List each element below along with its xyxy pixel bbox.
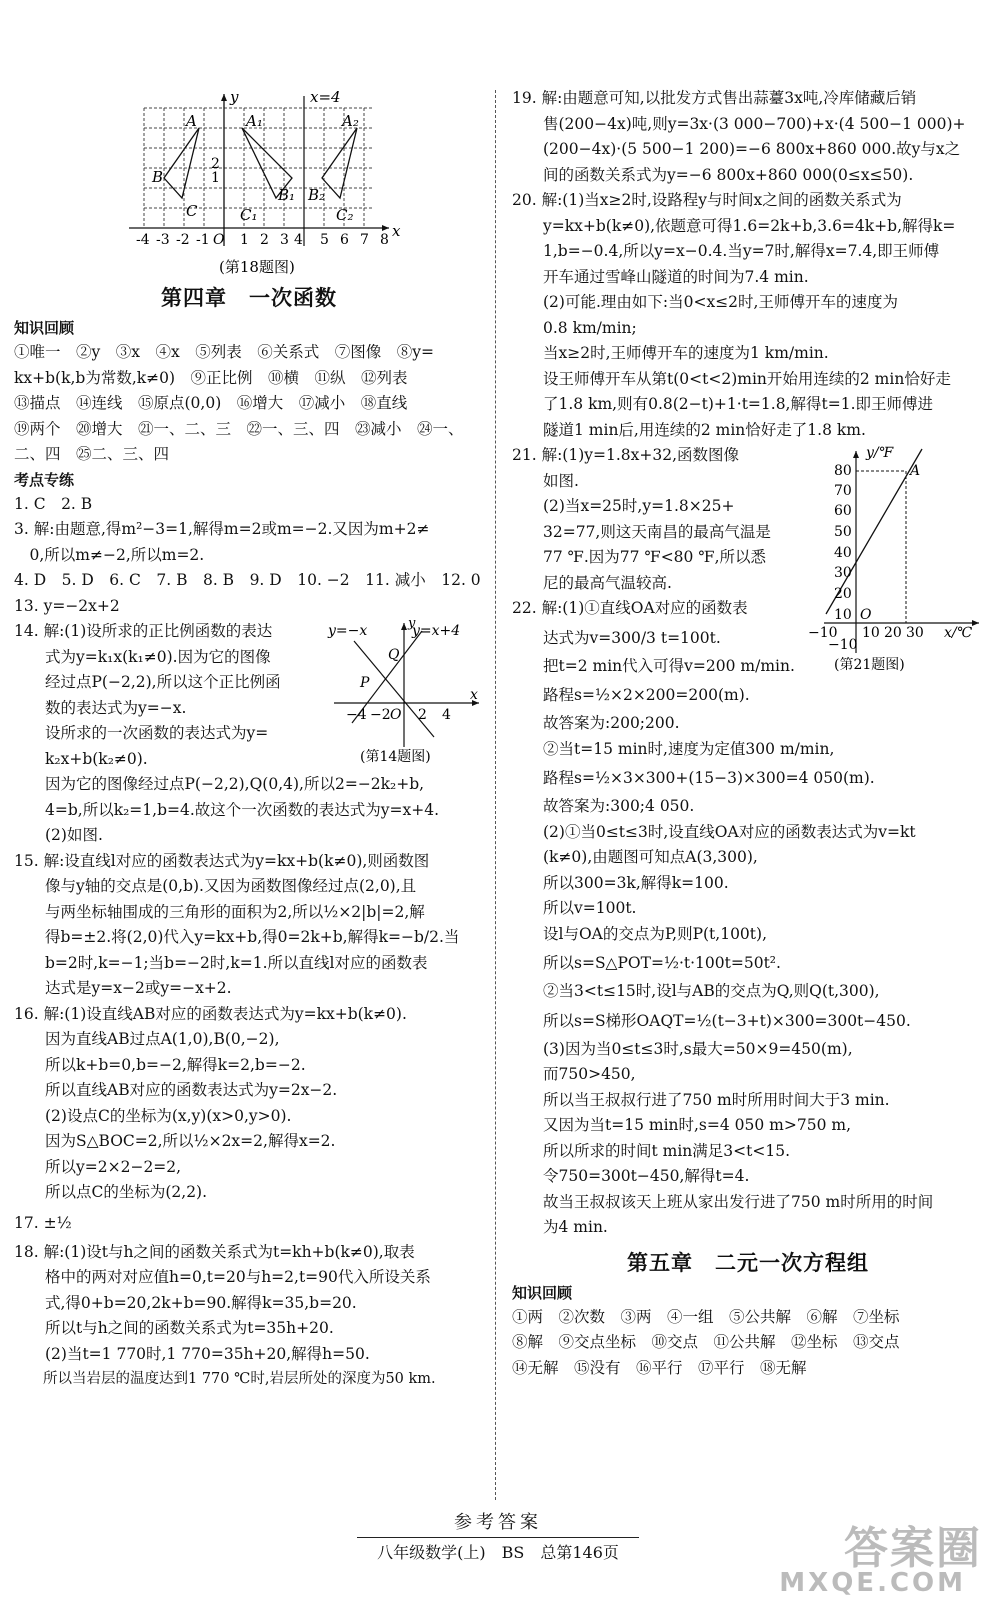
fig21-caption: (第21题图) (834, 657, 905, 673)
q22-line: 又因为当t=15 min时,s=4 050 m>750 m, (512, 1116, 851, 1134)
review-line: ①唯一 ②y ③x ④x ⑤列表 ⑥关系式 ⑦图像 ⑧y= (14, 343, 434, 361)
q22-line: 故答案为:200;200. (512, 714, 680, 732)
fig14-tick: 2 (418, 707, 427, 723)
fig18-C: C (186, 202, 198, 220)
section-practice: 考点专练 (14, 470, 75, 489)
fig18-xticks (136, 232, 389, 248)
fig14-tick: −2 (370, 707, 391, 723)
fig14-tick: 4 (442, 707, 451, 723)
review-line: kx+b(k,b为常数,k≠0) ⑨正比例 ⑩横 ⑪纵 ⑫列表 (14, 368, 408, 387)
q22-line: 22. 解:(1)①直线OA对应的函数表 (512, 599, 748, 617)
fig14-y-label: y (408, 619, 416, 631)
review-line: ⑲两个 ⑳增大 ㉑一、二、三 ㉒一、三、四 ㉓减小 ㉔一、 (14, 419, 464, 438)
q20-line: (2)可能.理由如下:当0<x≤2时,王师傅开车的速度为 (512, 293, 898, 311)
q14-line: 数的表达式为y=−x. (14, 698, 187, 717)
q20-line: 当x≥2时,王师傅开车的速度为1 km/min. (512, 344, 829, 362)
q19-line: (200−4x)·(5 500−1 200)=−6 800x+860 000.故y与x之 (512, 140, 961, 158)
q16-line: 因为S△BOC=2,所以½×2x=2,解得x=2. (14, 1132, 336, 1150)
fig21-ytick: 50 (834, 524, 852, 540)
q15-line: 15. 解:设直线l对应的函数表达式为y=kx+b(k≠0),则函数图 (14, 851, 430, 870)
answer-line: 3. 解:由题意,得m²−3=1,解得m=2或m=−2.又因为m+2≠ (14, 520, 430, 538)
fig18-xtick: 1 (240, 232, 249, 248)
fig18-C1: C₁ (240, 206, 258, 224)
q16-line: 所以点C的坐标为(2,2). (14, 1183, 208, 1201)
watermark-logo: 答案圈 (844, 1523, 982, 1574)
q22-line: (k≠0),由题图可知点A(3,300), (512, 848, 758, 866)
fig18-origin: O (213, 232, 225, 248)
fig14-tick: −4 (346, 707, 367, 723)
fig18-ytick-1: 1 (211, 170, 220, 186)
figure-18-graph (14, 86, 484, 278)
fig21-A: A (910, 463, 921, 479)
q15-line: 与两坐标轴围成的三角形的面积为2,所以½×2|b|=2,解 (14, 902, 425, 921)
q14-line: k₂x+b(k₂≠0). (14, 749, 148, 768)
footer-title: 参考答案 (454, 1512, 542, 1533)
watermark-url: MXQE.COM (779, 1568, 966, 1598)
review-line: 二、四 ㉕二、三、四 (14, 445, 170, 463)
q20-line: 了1.8 km,则有0.8(2−t)+1·t=1.8,解得t=1.即王师傅进 (512, 395, 933, 413)
column-divider (495, 90, 496, 1500)
q22-line: 所以v=100t. (512, 899, 637, 917)
q20-line: 0.8 km/min; (512, 318, 637, 337)
q21-line: 尼的最高气温较高. (512, 573, 672, 592)
q22-line: ②当3<t≤15时,设l与AB的交点为Q,则Q(t,300), (512, 982, 880, 1000)
q20-line: 1,b=−0.4,所以y=x−0.4.当y=7时,解得x=7.4,即王师傅 (512, 242, 940, 260)
q21-line: 21. 解:(1)y=1.8x+32,函数图像 (512, 446, 740, 464)
answer-line: 13. y=−2x+2 (14, 596, 120, 615)
fig21-ytick: 60 (834, 503, 852, 519)
q14-line: 设所求的一次函数的表达式为y= (14, 724, 269, 742)
q22-line: 所以s=S△POT=½·t·100t=50t². (512, 954, 781, 972)
q19-line: 售(200−4x)吨,则y=3x·(3 000−700)+x·(4 500−1 000)+ (512, 114, 966, 133)
q14-line: 14. 解:(1)设所求的正比例函数的表达 (14, 622, 273, 640)
q16-line: 所以k+b=0,b=−2,解得k=2,b=−2. (14, 1055, 306, 1074)
fig21-ytick: 40 (834, 545, 852, 561)
q14-line: (2)如图. (14, 826, 103, 844)
q19-line: 19. 解:由题意可知,以批发方式售出蒜薹3x吨,冷库储藏后销 (512, 89, 917, 107)
q20-line: 隧道1 min后,用连续的2 min恰好走了1.8 km. (512, 420, 866, 439)
q22-line: 所以300=3k,解得k=100. (512, 873, 729, 892)
fig18-B2: B₂ (308, 186, 326, 204)
q22-line: 所以所求的时间t min满足3<t<15. (512, 1141, 791, 1160)
q20-line: y=kx+b(k≠0),依题意可得1.6=2k+b,3.6=4k+b,解得k= (512, 216, 956, 235)
fig14-tick: O (390, 707, 402, 723)
fig14-Q: Q (388, 647, 400, 663)
q22-line: 路程s=½×2×200=200(m). (512, 686, 750, 704)
figure-21 (804, 443, 984, 703)
q21-line: 32=77,则这天南昌的最高气温是 (512, 522, 771, 541)
fig21-xtick: 20 (884, 625, 902, 641)
answer-line: 4. D 5. D 6. C 7. B 8. B 9. D 10. −2 11. 减小 12. 0 (14, 571, 481, 589)
fig18-A: A (186, 112, 197, 130)
q17-line: 17. ±½ (14, 1213, 72, 1232)
chapter5-title: 第五章 二元一次方程组 (627, 1250, 869, 1275)
review5-line: ⑧解 ⑨交点坐标 ⑩交点 ⑪公共解 ⑫坐标 ⑬交点 (512, 1333, 900, 1351)
fig21-ytick: 70 (834, 483, 852, 499)
fig18-y-label: y (230, 88, 239, 106)
fig21-ytick: 20 (834, 586, 852, 602)
q22-line: 故答案为:300;4 050. (512, 797, 695, 815)
fig21-xticks (808, 625, 924, 641)
q14-line: 式为y=k₁x(k₁≠0).因为它的图像 (14, 647, 271, 666)
fig18-xtick: 2 (260, 232, 269, 248)
q22-line: 路程s=½×3×300+(15−3)×300=4 050(m). (512, 769, 875, 787)
fig18-x-label: x (392, 222, 401, 240)
figure-18 (14, 86, 484, 278)
q16-line: 16. 解:(1)设直线AB对应的函数表达式为y=kx+b(k≠0). (14, 1004, 407, 1023)
q22-line: 达式为v=300/3 t=100t. (512, 628, 721, 647)
fig21-origin: O (860, 607, 872, 623)
q18-line: 18. 解:(1)设t与h之间的函数关系式为t=kh+b(k≠0),取表 (14, 1242, 415, 1261)
answer-line: 1. C 2. B (14, 494, 93, 513)
fig21-ytick: 80 (834, 463, 852, 479)
q16-line: (2)设点C的坐标为(x,y)(x>0,y>0). (14, 1106, 292, 1125)
q18-line: 格中的两对对应值h=0,t=20与h=2,t=90代入所设关系 (14, 1268, 431, 1286)
q22-line: 设l与OA的交点为P,则P(t,100t), (512, 924, 767, 943)
footer-info: 八年级数学(上) BS 总第146页 (357, 1537, 639, 1563)
fig21-xtick: −10 (808, 625, 838, 641)
q20-line: 开车通过雪峰山隧道的时间为7.4 min. (512, 267, 809, 286)
fig18-xtick: 3 (280, 232, 289, 248)
fig18-xtick: 6 (340, 232, 349, 248)
fig18-A1: A₁ (246, 112, 263, 130)
q15-line: b=2时,k=−1;当b=−2时,k=1.所以直线l对应的函数表 (14, 953, 428, 972)
q19-line: 间的函数关系式为y=−6 800x+860 000(0≤x≤50). (512, 165, 914, 184)
q22-line: 而750>450, (512, 1065, 636, 1083)
answer-line: 0,所以m≠−2,所以m=2. (14, 545, 205, 564)
q22-line: 所以当王叔叔行进了750 m时所用时间大于3 min. (512, 1090, 890, 1109)
q22-line: 为4 min. (512, 1218, 608, 1236)
fig14-line1-label: y=−x (328, 623, 368, 639)
q22-line: ②当t=15 min时,速度为定值300 m/min, (512, 739, 835, 758)
q18-line: 所以t与h之间的函数关系式为t=35h+20. (14, 1319, 334, 1337)
q14-line: 4=b,所以k₂=1,b=4.故这个一次函数的表达式为y=x+4. (14, 800, 440, 819)
fig18-xtick: -3 (156, 232, 170, 248)
section-review-4: 知识回顾 (14, 319, 75, 337)
section-review-5: 知识回顾 (512, 1283, 573, 1302)
left-column (14, 86, 484, 1393)
q20-line: 设王师傅开车从第t(0<t<2)min开始用连续的2 min恰好走 (512, 369, 951, 388)
fig18-B: B (152, 168, 164, 186)
q15-line: 像与y轴的交点是(0,b).又因为函数图像经过点(2,0),且 (14, 877, 417, 895)
chapter4-title: 第四章 一次函数 (161, 286, 337, 310)
q16-line: 所以y=2×2−2=2, (14, 1157, 182, 1176)
q22-line: (2)①当0≤t≤3时,设直线OA对应的函数表达式为v=kt (512, 822, 916, 841)
q16-line: 因为直线AB过点A(1,0),B(0,−2), (14, 1030, 280, 1048)
fig21-ytick: −10 (828, 637, 858, 653)
fig21-y-label: y/℉ (866, 445, 894, 461)
fig18-A2: A₂ (342, 112, 359, 130)
fig18-xtick: -1 (196, 232, 210, 248)
fig14-x-label: x (470, 687, 478, 703)
q14-line: 经过点P(−2,2),所以这个正比例函 (14, 673, 281, 691)
fig18-xtick: 8 (380, 232, 389, 248)
fig18-caption: (第18题图) (219, 258, 295, 276)
q21-line: (2)当x=25时,y=1.8×25+ (512, 497, 735, 515)
q21-q22-block (512, 443, 984, 679)
fig14-line2-label: y=x+4 (412, 623, 461, 639)
q18-line: (2)当t=1 770时,1 770=35h+20,解得h=50. (14, 1344, 370, 1363)
fig21-x-label: x/℃ (944, 625, 973, 641)
fig21-xtick: 30 (906, 625, 924, 641)
fig18-xtick: -4 (136, 232, 150, 248)
fig21-ytick: 10 (834, 607, 852, 623)
q22-line: 故当王叔叔该天上班从家出发行进了750 m时所用的时间 (512, 1192, 934, 1211)
q15-line: 达式是y=x−2或y=−x+2. (14, 979, 232, 997)
fig18-xtick: -2 (176, 232, 190, 248)
q14-block (14, 619, 484, 772)
fig21-xtick: 10 (862, 625, 880, 641)
q18-line: 式,得0+b=20,2k+b=90.解得k=35,b=20. (14, 1293, 357, 1312)
q22-line: 把t=2 min代入可得v=200 m/min. (512, 656, 795, 675)
q15-line: 得b=±2.将(2,0)代入y=kx+b,得0=2k+b,解得k=−b/2.当 (14, 928, 460, 946)
q22-line: (3)因为当0≤t≤3时,s最大=50×9=450(m), (512, 1039, 853, 1058)
fig18-C2: C₂ (336, 206, 354, 224)
fig18-xtick: 5 (320, 232, 329, 248)
fig14-caption: (第14题图) (360, 749, 431, 765)
q21-line: 77 ℉.因为77 ℉<80 ℉,所以悉 (512, 548, 766, 566)
q22-line: 所以s=S梯形OAQT=½(t−3+t)×300=300t−450. (512, 1011, 911, 1030)
fig18-ytick-2: 2 (211, 156, 220, 172)
fig18-xtick: 4 (294, 232, 303, 248)
fig18-xtick: 7 (360, 232, 369, 248)
q20-line: 20. 解:(1)当x≥2时,设路程y与时间x之间的函数关系式为 (512, 191, 902, 209)
q18-line: 所以当岩层的温度达到1 770 ℃时,岩层所处的深度为50 km. (14, 1371, 436, 1387)
q21-line: 如图. (512, 471, 579, 490)
fig18-x4-label: x=4 (310, 88, 341, 106)
q16-line: 所以直线AB对应的函数表达式为y=2x−2. (14, 1081, 338, 1099)
fig14-P: P (360, 675, 370, 691)
q14-line: 因为它的图像经过点P(−2,2),Q(0,4),所以2=−2k₂+b, (14, 775, 425, 793)
review5-line: ①两 ②次数 ③两 ④一组 ⑤公共解 ⑥解 ⑦坐标 (512, 1307, 900, 1326)
fig18-B1: B₁ (278, 186, 296, 204)
q22-line: 令750=300t−450,解得t=4. (512, 1167, 750, 1185)
review-line: ⑬描点 ⑭连线 ⑮原点(0,0) ⑯增大 ⑰减小 ⑱直线 (14, 394, 408, 412)
right-column (512, 86, 984, 1381)
fig21-ytick: 30 (834, 565, 852, 581)
review5-line: ⑭无解 ⑮没有 ⑯平行 ⑰平行 ⑱无解 (512, 1358, 807, 1377)
figure-14 (324, 619, 484, 769)
